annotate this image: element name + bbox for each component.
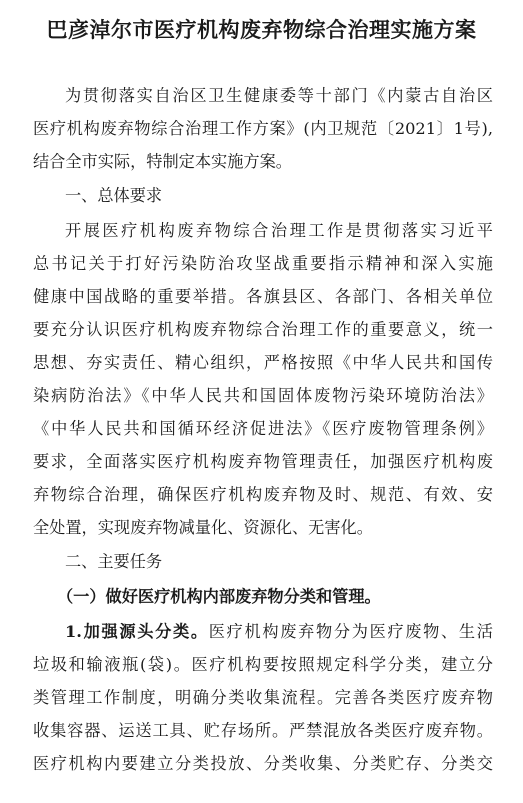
paragraph-line: 染病防治法》《中华人民共和国固体废物污染环境防治法》 (33, 386, 493, 405)
paragraph-line: 医疗机构内要建立分类投放、分类收集、分类贮存、分类交 (33, 754, 493, 773)
intro-line-3: 结合全市实际，特制定本实施方案。 (33, 152, 292, 171)
item-lead: 1.加强源头分类。 (65, 622, 209, 641)
item-line-first (65, 622, 493, 642)
section-heading-general-requirements: 一、总体要求 (65, 186, 163, 205)
paragraph-line: 要求，全面落实医疗机构废弃物管理责任，加强医疗机构废 (33, 452, 493, 471)
paragraph-line: 弃物综合治理，确保医疗机构废弃物及时、规范、有效、安 (33, 485, 493, 504)
document-title: 巴彦淖尔市医疗机构废弃物综合治理实施方案 (46, 17, 477, 42)
paragraph-line: 全处置，实现废弃物减量化、资源化、无害化。 (33, 518, 373, 537)
paragraph-line: 总书记关于打好污染防治攻坚战重要指示精神和深入实施 (33, 254, 493, 273)
subsection-heading: （一）做好医疗机构内部废弃物分类和管理。 (57, 587, 381, 606)
paragraph-line: 类管理工作制度，明确分类收集流程。完善各类医疗废弃物 (33, 688, 493, 707)
intro-line-2: 医疗机构废弃物综合治理工作方案》(内卫规范〔2021〕1号), (33, 119, 493, 138)
paragraph-line: 思想、夯实责任、精心组织，严格按照《中华人民共和国传 (33, 353, 493, 372)
paragraph-line: 《中华人民共和国循环经济促进法》《医疗废物管理条例》 (33, 419, 493, 438)
item-lead-rest: 医疗机构废弃物分为医疗废物、生活 (208, 622, 493, 641)
paragraph-line: 要充分认识医疗机构废弃物综合治理工作的重要意义，统一 (33, 320, 493, 339)
intro-line-1: 为贯彻落实自治区卫生健康委等十部门《内蒙古自治区 (65, 86, 493, 105)
paragraph-line: 收集容器、运送工具、贮存场所。严禁混放各类医疗废弃物。 (33, 721, 493, 740)
paragraph-line: 垃圾和输液瓶(袋)。医疗机构要按照规定科学分类，建立分 (33, 655, 493, 674)
paragraph-line: 健康中国战略的重要举措。各旗县区、各部门、各相关单位 (33, 287, 493, 306)
section-heading-main-tasks: 二、主要任务 (65, 552, 163, 571)
paragraph-line: 开展医疗机构废弃物综合治理工作是贯彻落实习近平 (65, 221, 493, 240)
